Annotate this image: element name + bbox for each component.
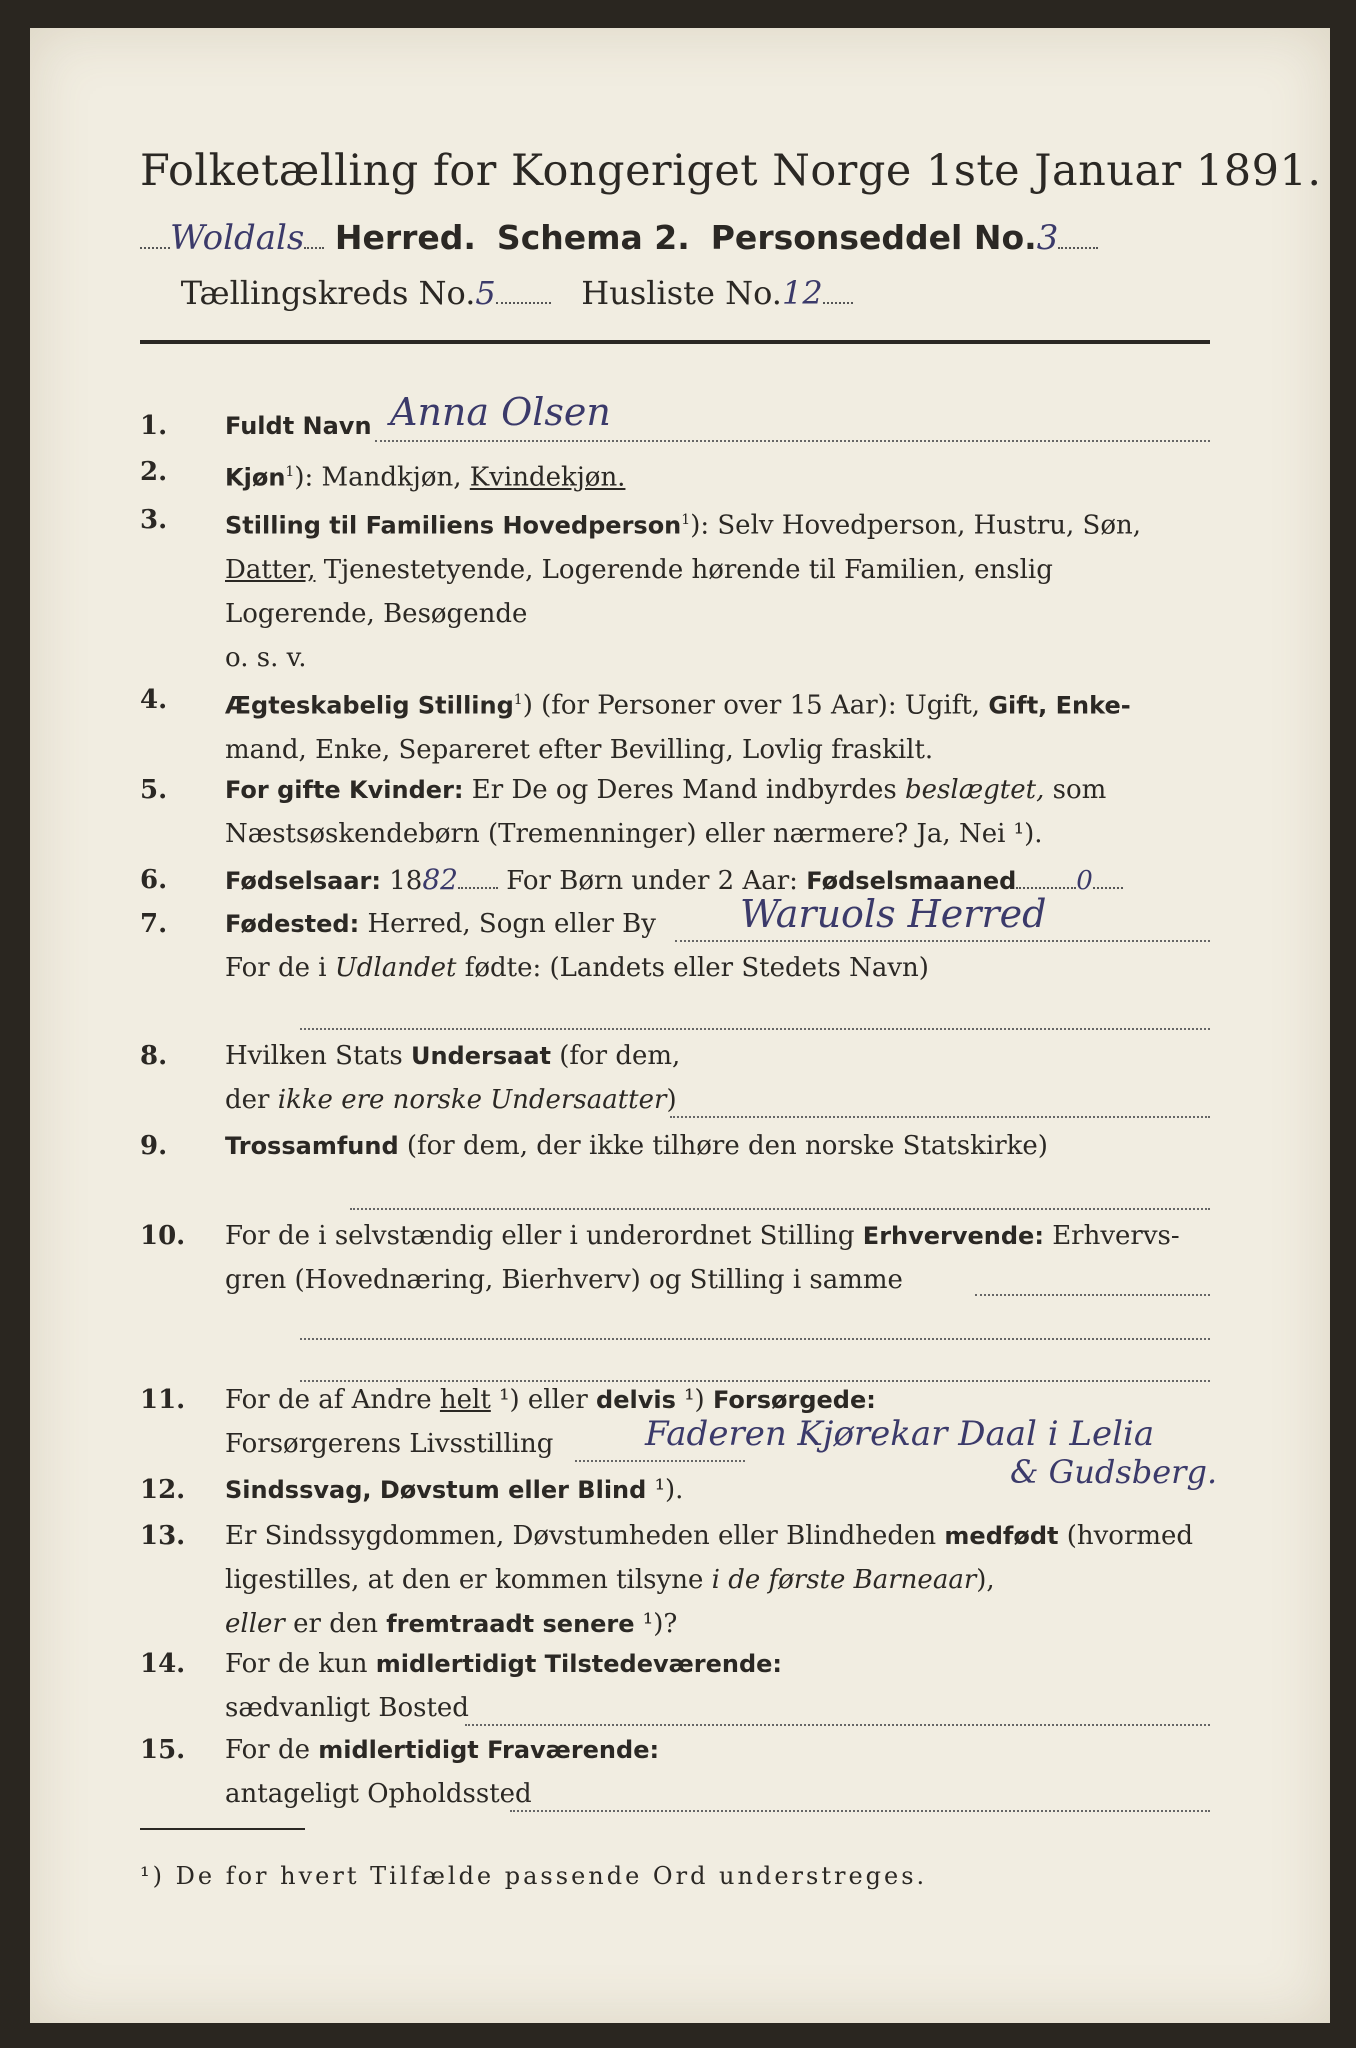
field-married-women: 5. For gifte Kvinder: Er De og Deres Mand indbyrdes beslægtet, som Næstsøskendebørn (Tremenninger) eller nærmere? Ja, Nei ¹). bbox=[140, 775, 1107, 849]
field-disability: 12. Sindssvag, Døvstum eller Blind ¹). & Gudsberg. bbox=[140, 1468, 1210, 1512]
personseddel-label: Personseddel No. bbox=[710, 218, 1037, 257]
footnote: ¹) De for hvert Tilfælde passende Ord understreges. bbox=[140, 1862, 928, 1890]
field-marital-status: 4. Ægteskabelig Stilling$^1$) (for Personer over 15 Aar): Ugift, Gift, Enke- mand, Enke, Separeret efter Bevilling, Lovlig fraskilt. bbox=[140, 685, 1131, 765]
birth-year-value: 82 bbox=[422, 863, 458, 896]
herred-label: Herred. bbox=[334, 218, 476, 257]
herred-value: Woldals bbox=[170, 218, 305, 258]
header-line-2 bbox=[140, 274, 853, 312]
family-position-selected: Datter, bbox=[225, 554, 316, 585]
gender-selected: Kvindekjøn. bbox=[469, 462, 626, 493]
field-occupation: 10. For de i selvstændig eller i underordnet Stilling Erhvervende: Erhvervs- gren (Hovednæring, Bierhverv) og Stilling i samme bbox=[140, 1214, 1210, 1384]
field-citizenship: 8. Hvilken Stats Undersaat (for dem, der ikke ere norske Undersaatter) bbox=[140, 1034, 1210, 1124]
header-line-1 bbox=[140, 218, 1098, 258]
birth-month-value: 0 bbox=[1076, 866, 1093, 896]
field-full-name: 1. Fuldt Navn Anna Olsen bbox=[140, 404, 1210, 448]
census-form-sheet bbox=[30, 28, 1330, 2023]
provider-occupation-value-2: & Gudsberg. bbox=[1010, 1453, 1218, 1491]
field-family-position: 3. Stilling til Familiens Hovedperson$^1$): Selv Hovedperson, Hustru, Søn, Datter, Tjenestetyende, Logerende hørende til Familien, enslig Logerende, Besøgende o. s. v. bbox=[140, 505, 1142, 673]
footnote-divider bbox=[140, 1828, 305, 1830]
field-disability-onset: 13. Er Sindssygdommen, Døvstumheden eller Blindheden medfødt (hvormed ligestilles, at den er kommen tilsyne i de første Barneaar), eller er den fremtraadt senere ¹)? bbox=[140, 1521, 1194, 1639]
field-dependents: 11. For de af Andre helt ¹) eller delvis ¹) Forsørgede: Forsørgerens Livsstilling Faderen Kjørekar Daal i Lelia bbox=[140, 1378, 1210, 1468]
schema-label: Schema 2. bbox=[496, 218, 690, 257]
field-temporarily-present: 14. For de kun midlertidigt Tilstedeværende: sædvanligt Bosted bbox=[140, 1642, 1210, 1732]
field-religion: 9. Trossamfund (for dem, der ikke tilhøre den norske Statskirke) bbox=[140, 1124, 1210, 1214]
field-temporarily-absent: 15. For de midlertidigt Fraværende: antageligt Opholdssted bbox=[140, 1728, 1210, 1818]
birthplace-value: Waruols Herred bbox=[740, 892, 1047, 936]
personseddel-value: 3 bbox=[1036, 218, 1059, 258]
header-divider bbox=[140, 340, 1210, 344]
taellingskreds-value: 5 bbox=[475, 274, 496, 312]
husliste-label: Husliste No. bbox=[581, 274, 782, 312]
husliste-value: 12 bbox=[781, 274, 823, 312]
field-birth-year: 6. Fødselsaar: 1882 For Børn under 2 Aar: Fødselsmaaned 0 bbox=[140, 858, 1210, 902]
field-gender: 2. Kjøn$^1$): Mandkjøn, Kvindekjøn. bbox=[140, 457, 626, 493]
form-title: Folketælling for Kongeriget Norge 1ste Januar 1891. bbox=[140, 146, 1322, 196]
taellingskreds-label: Tællingskreds No. bbox=[180, 274, 476, 312]
field-birthplace: 7. Fødested: Herred, Sogn eller By For de i Udlandet fødte: (Landets eller Stedets Navn) Waruols Herred bbox=[140, 902, 1210, 1036]
provider-occupation-value: Faderen Kjørekar Daal i Lelia bbox=[645, 1414, 1155, 1454]
full-name-value: Anna Olsen bbox=[390, 390, 611, 434]
